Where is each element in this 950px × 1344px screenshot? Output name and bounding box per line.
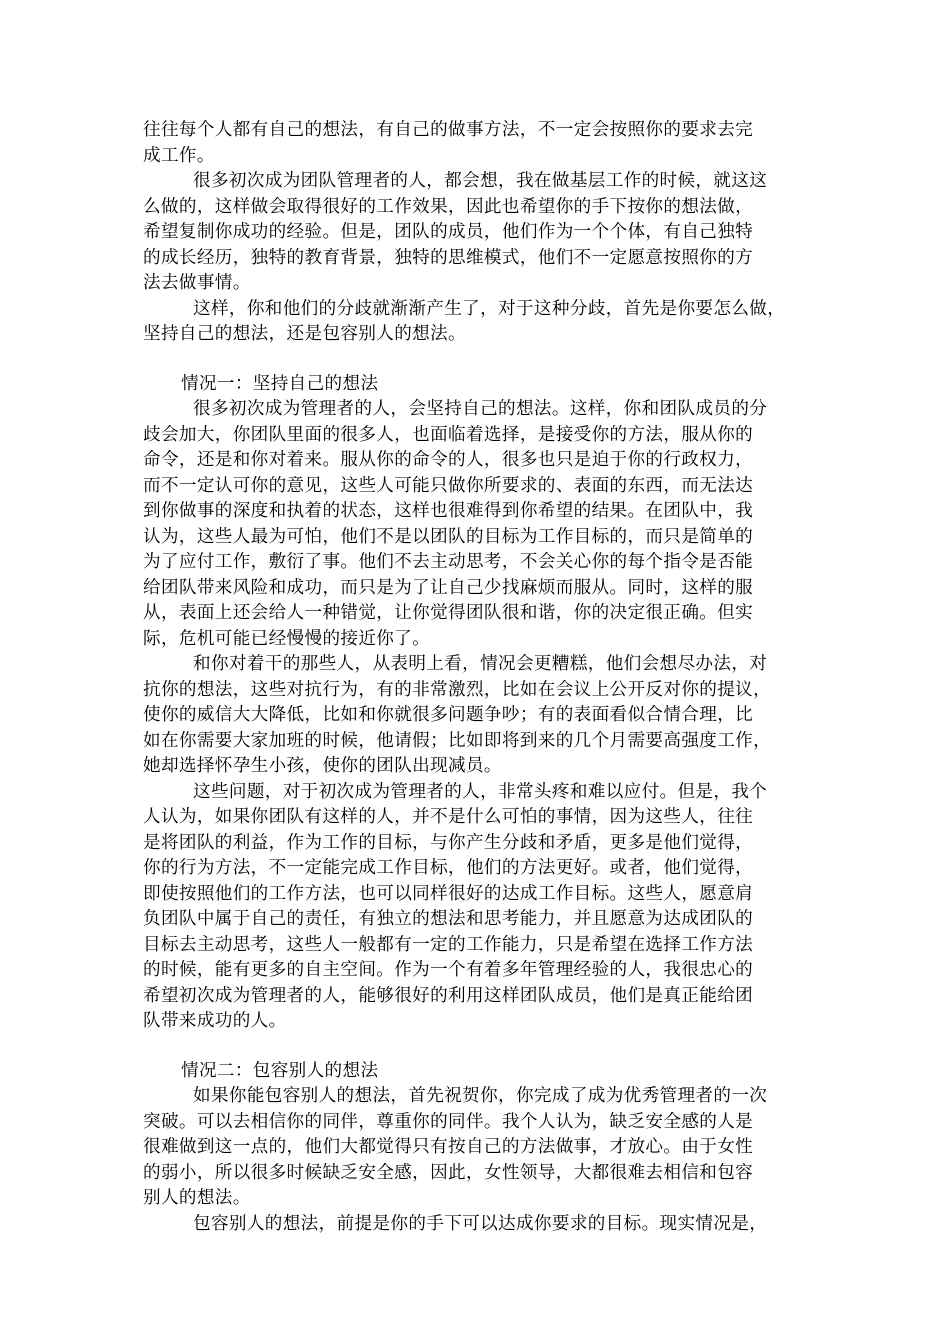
text-line: 而不一定认可你的意见，这些人可能只做你所要求的、表面的东西，而无法达 bbox=[143, 475, 754, 496]
text-line: 这样，你和他们的分歧就渐渐产生了，对于这种分歧，首先是你要怎么做， bbox=[193, 298, 786, 319]
text-line: 希望复制你成功的经验。但是，团队的成员，他们作为一个个体，有自己独特 bbox=[143, 222, 754, 242]
text-line: 这些问题，对于初次成为管理者的人，非常头疼和难以应付。但是，我个 bbox=[193, 781, 768, 802]
text-line: 即使按照他们的工作方法，也可以同样很好的达成工作目标。这些人，愿意肩 bbox=[143, 883, 754, 904]
text-line: 希望初次成为管理者的人，能够很好的利用这样团队成员，他们是真正能给团 bbox=[143, 985, 754, 1006]
text-line: 你的行为方法，不一定能完成工作目标，他们的方法更好。或者，他们觉得， bbox=[143, 858, 754, 878]
text-line: 是将团队的利益，作为工作的目标，与你产生分歧和矛盾，更多是他们觉得， bbox=[143, 832, 754, 853]
paragraph bbox=[143, 118, 813, 169]
text-line: 队带来成功的人。 bbox=[143, 1011, 287, 1031]
text-line: 如果你能包容别人的想法，首先祝贺你，你完成了成为优秀管理者的一次 bbox=[193, 1086, 768, 1106]
text-line: 坚持自己的想法，还是包容别人的想法。 bbox=[143, 324, 466, 344]
text-line: 认为，这些人最为可怕，他们不是以团队的目标为工作目标的，而只是简单的 bbox=[143, 526, 754, 547]
text-line: 为了应付工作，敷衍了事。他们不去主动思考，不会关心你的每个指令是否能 bbox=[143, 552, 754, 572]
text-line: 从，表面上还会给人一种错觉，让你觉得团队很和谐，你的决定很正确。但实 bbox=[143, 603, 754, 623]
text-line: 很多初次成为管理者的人，会坚持自己的想法。这样，你和团队成员的分 bbox=[193, 399, 768, 419]
text-line: 很难做到这一点的，他们大都觉得只有按自己的方法做事，才放心。由于女性 bbox=[143, 1137, 754, 1157]
text-line: 负团队中属于自己的责任，有独立的想法和思考能力，并且愿意为达成团队的 bbox=[143, 909, 754, 929]
paragraph bbox=[143, 397, 813, 652]
paragraph-gap bbox=[143, 1035, 813, 1059]
text-line: 的时候，能有更多的自主空间。作为一个有着多年管理经验的人，我很忠心的 bbox=[143, 960, 754, 980]
paragraph bbox=[143, 652, 813, 780]
text-line: 往往每个人都有自己的想法，有自己的做事方法，不一定会按照你的要求去完 bbox=[143, 120, 754, 140]
text-line: 给团队带来风险和成功，而只是为了让自己少找麻烦而服从。同时，这样的服 bbox=[143, 577, 754, 598]
text-line: 法去做事情。 bbox=[143, 273, 251, 293]
paragraph bbox=[143, 169, 813, 297]
text-line: 的弱小，所以很多时候缺乏安全感，因此，女性领导，大都很难去相信和包容 bbox=[143, 1162, 754, 1183]
section-heading-text: 情况一：坚持自己的想法 bbox=[181, 373, 379, 394]
text-line: 包容别人的想法，前提是你的手下可以达成你要求的目标。现实情况是， bbox=[193, 1213, 768, 1234]
paragraph-gap bbox=[143, 348, 813, 372]
document-body bbox=[143, 118, 813, 1237]
section-heading bbox=[143, 1059, 813, 1085]
paragraph bbox=[143, 297, 813, 348]
text-line: 她却选择怀孕生小孩，使你的团队出现减员。 bbox=[143, 756, 502, 776]
text-line: 很多初次成为团队管理者的人，都会想，我在做基层工作的时候，就这这 bbox=[193, 171, 768, 191]
paragraph bbox=[143, 1212, 813, 1238]
paragraph bbox=[143, 1084, 813, 1212]
text-line: 抗你的想法，这些对抗行为，有的非常激烈，比如在会议上公开反对你的提议， bbox=[143, 679, 772, 700]
text-line: 歧会加大，你团队里面的很多人，也面临着选择，是接受你的方法，服从你的 bbox=[143, 424, 754, 445]
text-line: 人认为，如果你团队有这样的人，并不是什么可怕的事情，因为这些人，往往 bbox=[143, 807, 754, 827]
section-heading bbox=[143, 372, 813, 398]
text-line: 别人的想法。 bbox=[143, 1188, 251, 1208]
text-line: 突破。可以去相信你的同伴，尊重你的同伴。我个人认为，缺乏安全感的人是 bbox=[143, 1111, 754, 1132]
text-line: 目标去主动思考，这些人一般都有一定的工作能力，只是希望在选择工作方法 bbox=[143, 934, 754, 955]
text-line: 使你的威信大大降低，比如和你就很多问题争吵；有的表面看似合情合理，比 bbox=[143, 705, 754, 725]
text-line: 的成长经历，独特的教育背景，独特的思维模式，他们不一定愿意按照你的方 bbox=[143, 247, 754, 268]
text-line: 命令，还是和你对着来。服从你的命令的人，很多也只是迫于你的行政权力， bbox=[143, 450, 754, 470]
section-heading-text: 情况二：包容别人的想法 bbox=[181, 1060, 379, 1081]
text-line: 成工作。 bbox=[143, 145, 215, 166]
text-line: 到你做事的深度和执着的状态，这样也很难得到你希望的结果。在团队中，我 bbox=[143, 501, 754, 521]
text-line: 如在你需要大家加班的时候，他请假；比如即将到来的几个月需要高强度工作， bbox=[143, 730, 772, 751]
text-line: 么做的，这样做会取得很好的工作效果，因此也希望你的手下按你的想法做， bbox=[143, 196, 754, 217]
text-line: 际，危机可能已经慢慢的接近你了。 bbox=[143, 628, 431, 649]
text-line: 和你对着干的那些人，从表明上看，情况会更糟糕，他们会想尽办法，对 bbox=[193, 654, 768, 674]
paragraph bbox=[143, 780, 813, 1035]
